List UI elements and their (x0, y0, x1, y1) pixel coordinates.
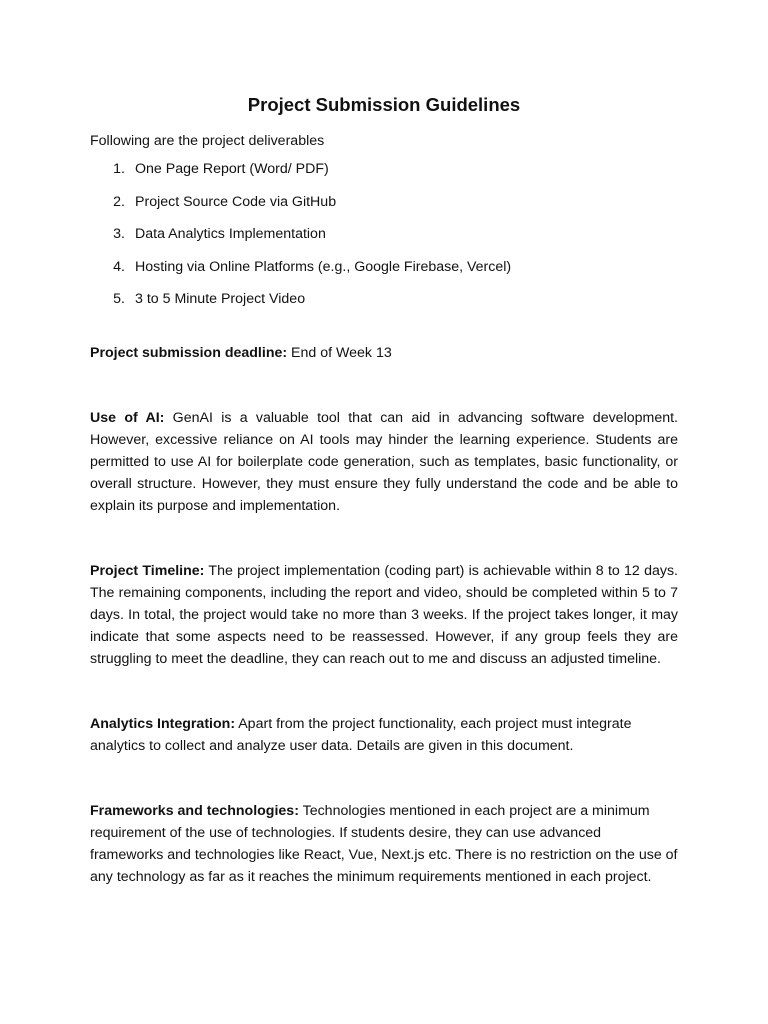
page-title: Project Submission Guidelines (247, 94, 521, 115)
list-item-number: 4. (113, 258, 125, 275)
list-item-text: Data Analytics Implementation (135, 226, 326, 242)
list-item-number: 1. (113, 161, 125, 177)
deliverables-intro: Following are the project deliverables (90, 133, 325, 149)
list-item-number: 5. (113, 291, 125, 307)
list-item (90, 256, 678, 278)
timeline-section (90, 560, 678, 670)
list-item-text: 3 to 5 Minute Project Video (135, 291, 306, 307)
timeline-text: The project implementation (coding part) is achievable within 8 to 12 days. The remaining components, including the report and video, should be completed within 5 to 7 days. In total, the project would take no more than 3 weeks. If the project takes longer, it may indicate that some aspects need to be reassessed. However, if any group feels they are struggling to meet the deadline, they can reach out to me and discuss an adjusted timeline. (90, 563, 678, 667)
use-of-ai-label: Use of AI: (90, 410, 165, 426)
list-item-text: Project Source Code via GitHub (135, 193, 337, 210)
deadline-section (90, 342, 678, 364)
deliverables-list (90, 158, 678, 310)
list-item (90, 223, 678, 245)
frameworks-section (90, 800, 678, 888)
list-item-number: 3. (113, 226, 125, 242)
deadline-label: Project submission deadline: (90, 345, 288, 361)
list-item (90, 288, 678, 310)
list-item-text: Hosting via Online Platforms (e.g., Google Firebase, Vercel) (135, 258, 512, 275)
analytics-label: Analytics Integration: (90, 716, 236, 732)
document-page (90, 92, 678, 888)
use-of-ai-text: GenAI is a valuable tool that can aid in advancing software development. However, excessive reliance on AI tools may hinder the learning experience. Students are permitted to use AI for boilerplate code generation, such as templates, basic functionality, or overall structure. However, they must ensure they fully understand the code and be able to explain its purpose and implementation. (90, 410, 678, 514)
list-item (90, 158, 678, 180)
analytics-section (90, 713, 678, 757)
list-item-text: One Page Report (Word/ PDF) (135, 161, 329, 177)
timeline-label: Project Timeline: (90, 563, 205, 579)
frameworks-label: Frameworks and technologies: (90, 803, 299, 819)
list-item-number: 2. (113, 193, 125, 210)
frameworks-text: Technologies mentioned in each project are a minimum requirement of the use of technologies. If students desire, they can use advanced frameworks and technologies like React, Vue, Next.js etc. There is no restriction on the use of any technology as far as it reaches the minimum requirements mentioned in each project. (90, 803, 678, 885)
list-item (90, 191, 678, 213)
deadline-text: End of Week 13 (287, 345, 392, 361)
analytics-text: Apart from the project functionality, each project must integrate analytics to collect and analyze user data. Details are given in this document. (90, 716, 632, 754)
use-of-ai-section (90, 407, 678, 517)
